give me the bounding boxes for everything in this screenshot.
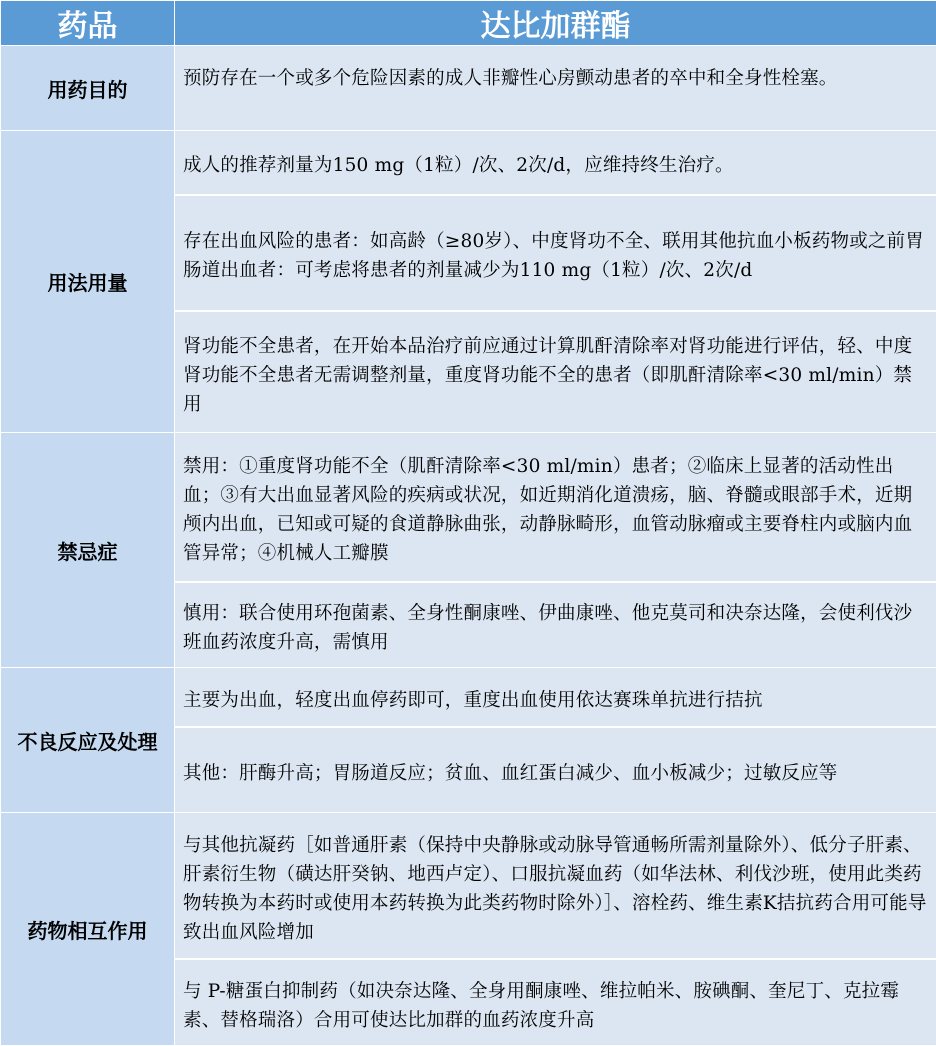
row-label: 用药目的	[1, 46, 175, 131]
row-content	[175, 813, 936, 1046]
row-label: 用法用量	[1, 131, 175, 433]
row-content	[175, 46, 936, 131]
content-item: 主要为出血，轻度出血停药即可，重度出血使用依达赛珠单抗进行拮抗	[175, 668, 936, 728]
row-purpose	[1, 46, 936, 131]
header-drug-label: 药品	[1, 1, 175, 46]
content-item: 存在出血风险的患者：如高龄（≥80岁）、中度肾功不全、联用其他抗血小板药物或之前胃肠道出血者：可考虑将患者的剂量减少为110 mg（1粒）/次、2次/d	[175, 196, 936, 312]
row-label: 不良反应及处理	[1, 668, 175, 813]
row-adverse-reactions	[1, 668, 936, 813]
content-item: 成人的推荐剂量为150 mg（1粒）/次、2次/d，应维持终生治疗。	[175, 131, 936, 196]
content-item: 与其他抗凝药［如普通肝素（保持中央静脉或动脉导管通畅所需剂量除外）、低分子肝素、肝素衍生物（磺达肝癸钠、地西卢定）、口服抗凝血药（如华法林、利伐沙班，使用此类药物转换为本药时或使用本药转换为此类药物时除外）］、溶栓药、维生素K拮抗药合用可能导致出血风险增加	[175, 813, 936, 960]
row-content	[175, 433, 936, 668]
header-row	[1, 1, 936, 46]
row-content	[175, 668, 936, 813]
content-item: 与 P-糖蛋白抑制药（如决奈达隆、全身用酮康唑、维拉帕米、胺碘酮、奎尼丁、克拉霉素、替格瑞洛）合用可使达比加群的血药浓度升高	[175, 960, 936, 1045]
content-item: 慎用：联合使用环孢菌素、全身性酮康唑、伊曲康唑、他克莫司和决奈达隆，会使利伐沙班血药浓度升高，需慎用	[175, 583, 936, 667]
header-drug-name: 达比加群酯	[175, 1, 936, 46]
content-item: 其他：肝酶升高；胃肠道反应；贫血、血红蛋白减少、血小板减少；过敏反应等	[175, 728, 936, 812]
row-content	[175, 131, 936, 433]
content-item: 预防存在一个或多个危险因素的成人非瓣性心房颤动患者的卒中和全身性栓塞。	[175, 46, 936, 130]
content-item: 肾功能不全患者，在开始本品治疗前应通过计算肌酐清除率对肾功能进行评估，轻、中度肾功能不全患者无需调整剂量，重度肾功能不全的患者（即肌酐清除率<30 ml/min）禁用	[175, 312, 936, 432]
row-contraindications	[1, 433, 936, 668]
row-interactions	[1, 813, 936, 1046]
content-item: 禁用：①重度肾功能不全（肌酐清除率<30 ml/min）患者；②临床上显著的活动性出血；③有大出血显著风险的疾病或状况，如近期消化道溃疡，脑、脊髓或眼部手术，近期颅内出血，已知或可疑的食道静脉曲张，动静脉畸形，血管动脉瘤或主要脊柱内或脑内血管异常；④机械人工瓣膜	[175, 433, 936, 583]
row-label: 药物相互作用	[1, 813, 175, 1046]
row-dosage	[1, 131, 936, 433]
row-label: 禁忌症	[1, 433, 175, 668]
